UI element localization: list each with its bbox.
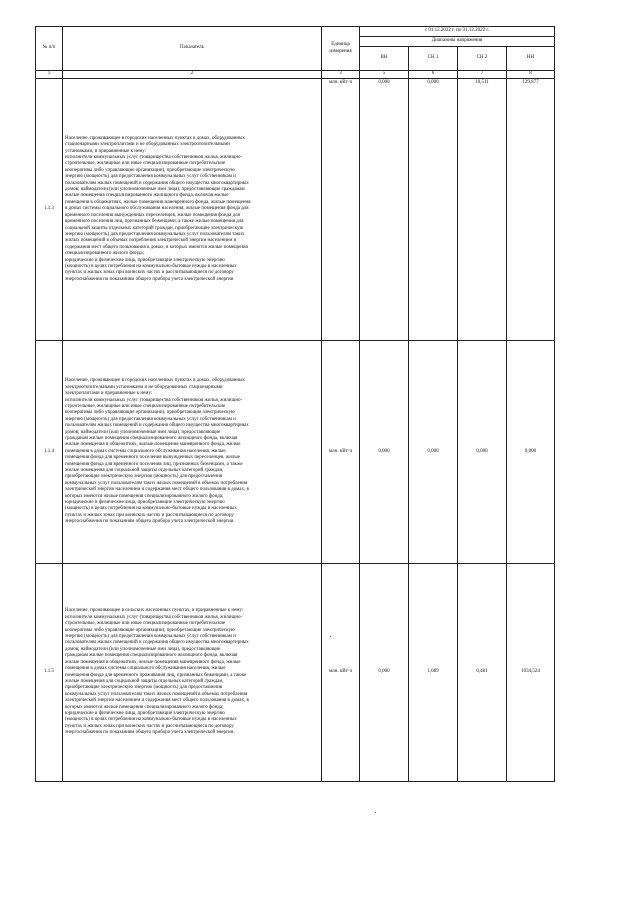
description-line: которых имеются жилые помещения специализированного жилого фонда;: [65, 493, 224, 499]
description-lines: [65, 608, 319, 736]
header-voltage-sn2: СН 2: [458, 47, 507, 71]
value-vn: 0,000: [360, 341, 409, 564]
value-sn2: 0,000: [458, 341, 507, 564]
description-line: специализированного жилого фонда;: [65, 251, 144, 257]
header-voltage-nn: НН: [507, 47, 555, 71]
description-line: жилые помещения в общежитиях, жилые помещения маневренного фонда, жилые: [65, 659, 241, 665]
numbering-cell: 3: [322, 71, 360, 79]
description-line: электроотопительными установками и не оборудованных стационарными: [65, 384, 223, 390]
description-line: кооперативы либо управляющие организации), приобретающие электрическую: [65, 410, 235, 416]
numbering-cell: 6: [409, 71, 458, 79]
value-sn1: 0,000: [409, 341, 458, 564]
description-line: электрической энергии населением и содержания мест общего пользования в домах, в: [65, 698, 249, 704]
row-number: 1.1.4: [36, 341, 63, 564]
header-voltage-sn1: СН 1: [409, 47, 458, 71]
description-line: временного поселения лиц, признанных беженцами, а также жилые помещения для: [65, 219, 244, 225]
description-line: (мощность) в целях потребления на коммунально-бытовые нужды в населенных: [65, 263, 237, 269]
description-line: пунктах и жилых зонах при воинских частях и рассчитывающиеся по договору: [65, 723, 234, 729]
row-unit: млн. кВт·ч: [322, 341, 360, 564]
description-line: установками, и приравненные к нему:: [65, 148, 147, 154]
description-line: помещения в домах системы социального обслуживания населения, жилые: [65, 666, 226, 672]
description-line: помещения в домах системы социального обслуживания населения, жилые: [65, 448, 226, 454]
description-line: стационарными электроплитами и не оборудованных электроотопительными: [65, 142, 230, 148]
description-line: пунктах и жилых зонах при воинских частях и рассчитывающиеся по договору: [65, 270, 234, 276]
row-description: [63, 564, 322, 782]
description-line: жилые помещения для социальной защиты отдельных категорий граждан,: [65, 468, 224, 474]
description-line: строительные, жилищные или иные специализированные потребительские: [65, 403, 226, 409]
description-line: юридические и физические лица, приобретающие электрическую энергию: [65, 500, 225, 506]
description-line: электрической энергии населением и содержания мест общего пользования в домах, в: [65, 487, 249, 493]
header-period: с 01.12.2022 г. по 31.12.2022 г.: [360, 27, 555, 37]
description-line: кооперативы либо управляющие организации), приобретающие электрическую: [65, 627, 235, 633]
description-line: гражданам жилые помещения специализированного жилищного фонда, включая: [65, 653, 238, 659]
description-line: энергию (мощность) для предоставления коммунальных услуг собственникам и: [65, 174, 236, 180]
description-line: которых имеются жилые помещения специализированного жилого фонда;: [65, 704, 224, 710]
description-line: помещения фонда для временного поселения лиц, признанных беженцами, а также: [65, 461, 243, 467]
row-description: [63, 79, 322, 341]
description-line: строительные, жилищные или иные специализированные потребительские: [65, 621, 226, 627]
description-line: домов; наймодатели (или уполномоченные ими лица), предоставляющие: [65, 429, 221, 435]
description-lines: [65, 136, 319, 283]
description-line: энергоснабжения по показаниям общего прибора учета электрической энергии.: [65, 730, 235, 736]
value-nn: 1034,524: [507, 564, 555, 782]
description-line: домов; наймодатели (или уполномоченные ими лица), предоставляющие: [65, 646, 221, 652]
header-voltage-vn: ВН: [360, 47, 409, 71]
description-line: юридические и физические лица, приобретающие электрическую энергию: [65, 257, 225, 263]
description-line: Население, проживающее в городских населенных пунктах в домах, оборудованных: [65, 135, 245, 141]
description-line: кооперативы либо управляющие организации), приобретающие электрическую: [65, 167, 235, 173]
value-sn1: 1,089: [409, 564, 458, 782]
value-sn2: 0,481: [458, 564, 507, 782]
description-line: строительные, жилищные или иные специализированные потребительские: [65, 161, 226, 167]
row-number: 1.1.5: [36, 564, 63, 782]
description-line: пользователям жилых помещений и содержания общего имущества многоквартирных: [65, 640, 249, 646]
table-row: [36, 79, 555, 341]
value-nn: 0,000: [507, 341, 555, 564]
header-voltage-group: Диапазоны напряжения: [360, 37, 555, 47]
description-line: (мощность) в целях потребления на коммунально-бытовые нужды в населенных: [65, 717, 237, 723]
description-line: жилые помещения для социальной защиты отдельных категорий граждан,: [65, 678, 224, 684]
description-line: энергию (мощность) для предоставления коммунальных услуг собственникам и: [65, 416, 236, 422]
header-number: № п/п: [36, 27, 63, 71]
table-row: [36, 564, 555, 782]
description-line: в домах системы социального обслуживания населения, жилые помещения фонда для: [65, 206, 249, 212]
description-line: помещения фонда для временного поселения вынужденных переселенцев, жилые: [65, 455, 240, 461]
description-line: коммунальных услуг пользователям таких жилых помещений в объемах потребления: [65, 480, 248, 486]
description-line: приобретающие электрическую энергию (мощность) для предоставления: [65, 474, 223, 480]
description-line: энергоснабжения по показаниям общего прибора учета электрической энергии.: [65, 519, 235, 525]
description-line: исполнители коммунальных услуг (товарищества собственников жилья, жилищно-: [65, 397, 243, 403]
scan-speck: [330, 636, 331, 637]
table-row: [36, 341, 555, 564]
description-line: исполнители коммунальных услуг (товарищества собственников жилья, жилищно-: [65, 614, 243, 620]
row-unit: млн. кВт·ч: [322, 79, 360, 341]
description-line: помещения в общежитиях, жилые помещения маневренного фонда, жилые помещения: [65, 199, 251, 205]
description-lines: [65, 378, 319, 525]
description-line: помещения фонда для временного проживания лиц, признанных беженцами, а также: [65, 672, 247, 678]
numbering-cell: 2: [63, 71, 322, 79]
description-line: энергию (мощность) для предоставления коммунальных услуг собственникам и: [65, 634, 236, 640]
tariff-volume-table: [35, 26, 555, 782]
description-line: социальной защиты отдельных категорий граждан, приобретающие электрическую: [65, 225, 244, 231]
description-line: (мощность) в целях потребления на коммунально-бытовые нужды в населенных: [65, 506, 237, 512]
description-line: Население, проживающее в сельских населенных пунктах, и приравненные к нему:: [65, 608, 244, 614]
value-vn: 0,000: [360, 79, 409, 341]
numbering-cell: 8: [507, 71, 555, 79]
row-description: [63, 341, 322, 564]
scan-speck: [375, 812, 376, 813]
description-line: юридические и физические лица, приобретающие электрическую энергию: [65, 710, 225, 716]
value-sn2: 10,511: [458, 79, 507, 341]
numbering-cell: 7: [458, 71, 507, 79]
description-line: жилые помещения специализированного жилищного фонда, включая жилые: [65, 193, 229, 199]
description-line: пунктах и жилых зонах при воинских частях и рассчитывающиеся по договору: [65, 512, 234, 518]
header-unit: Единица измерения: [322, 27, 360, 71]
description-line: электроплитами и приравненные к нему:: [65, 391, 153, 397]
value-nn: 129,877: [507, 79, 555, 341]
description-line: энергоснабжения по показаниям общего прибора учета электрической энергии: [65, 276, 234, 282]
description-line: жилых помещений в объемах потребления электрической энергии населением и: [65, 238, 237, 244]
description-line: приобретающие электрическую энергию (мощность) для предоставления: [65, 685, 223, 691]
description-line: домов; наймодатели (или уполномоченные ими лица), предоставляющие гражданам: [65, 187, 245, 193]
numbering-cell: 1: [36, 71, 63, 79]
description-line: энергию (мощность) для предоставления коммунальных услуг пользователям таких: [65, 231, 245, 237]
description-line: коммунальных услуг пользователям таких жилых помещений в объемах потребления: [65, 691, 248, 697]
header-indicator: Показатель: [63, 27, 322, 71]
row-number: 1.1.3: [36, 79, 63, 341]
description-line: пользователям жилых помещений и содержания общего имущества многоквартирных: [65, 423, 249, 429]
description-line: пользователям жилых помещений и содержания общего имущества многоквартирных: [65, 180, 249, 186]
row-unit: млн. кВт·ч: [322, 564, 360, 782]
value-sn1: 0,000: [409, 79, 458, 341]
description-line: содержания мест общего пользования в домах, в которых имеются жилые помещения: [65, 244, 248, 250]
numbering-cell: 5: [360, 71, 409, 79]
description-line: временного поселения вынужденных переселенцев, жилые помещения фонда для: [65, 212, 240, 218]
value-vn: 0,000: [360, 564, 409, 782]
description-line: жилые помещения в общежитиях, жилые помещения маневренного фонда, жилые: [65, 442, 241, 448]
description-line: Население, проживающее в городских населенных пунктах в домах, оборудованных: [65, 378, 245, 384]
description-line: исполнители коммунальных услуг (товарищества собственников жилья, жилищно-: [65, 155, 243, 161]
description-line: гражданам жилые помещения специализированного жилищного фонда, включая: [65, 435, 238, 441]
